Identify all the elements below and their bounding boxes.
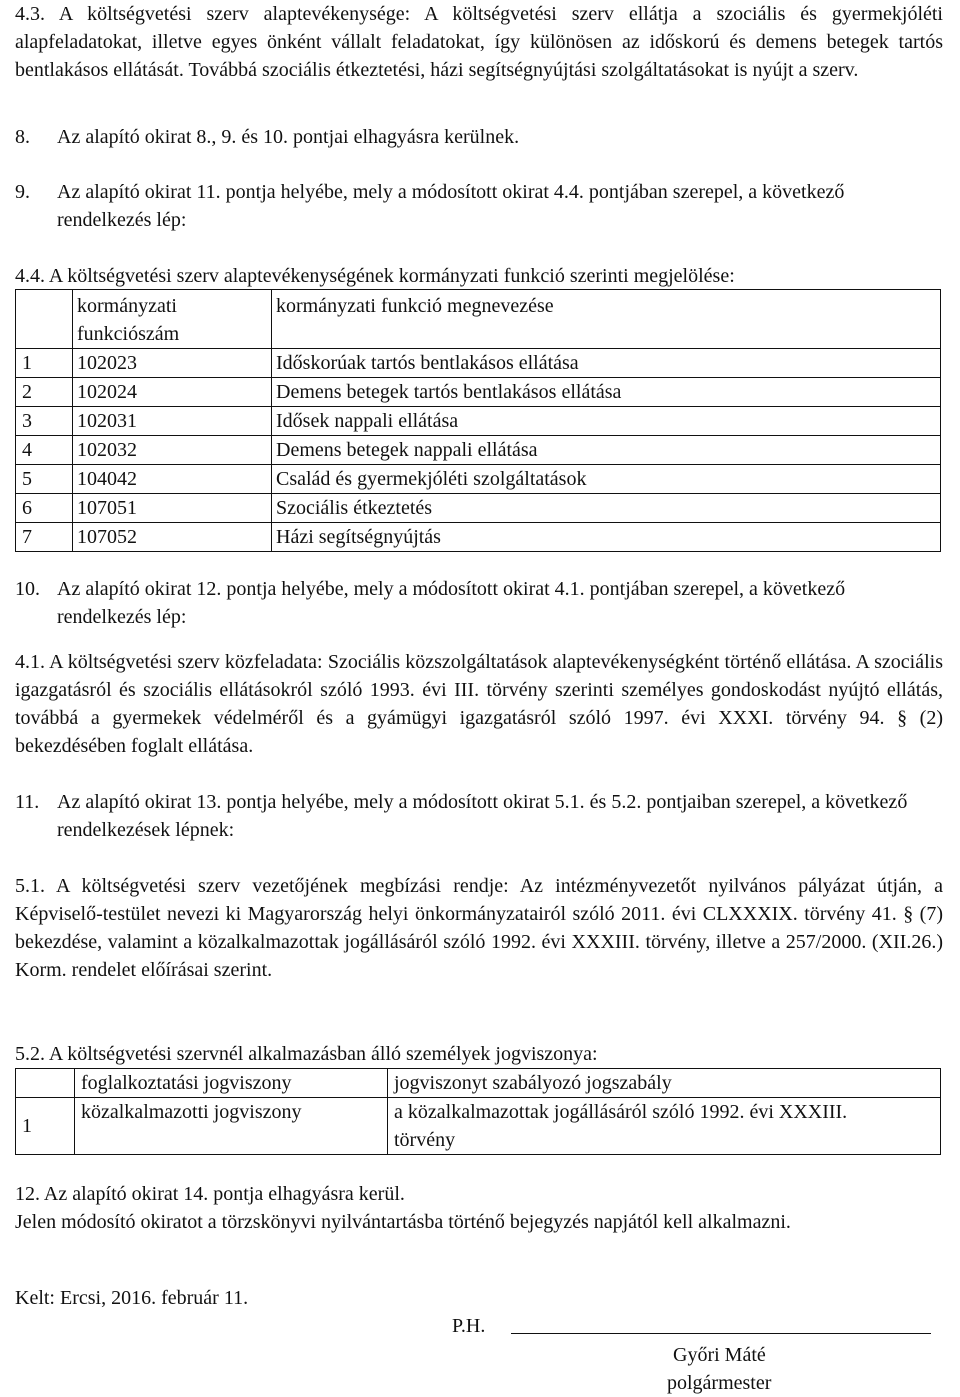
item-number: 8. — [15, 126, 30, 148]
signer-title: polgármester — [667, 1372, 772, 1394]
item-number: 10. — [15, 578, 40, 600]
table-row: 1 közalkalmazotti jogviszony a közalkalmazottak jogállásáról szóló 1992. évi XXXIII. törvény — [16, 1098, 941, 1155]
amendment-item-11 — [15, 788, 943, 844]
ph-stamp-label: P.H. — [452, 1315, 486, 1337]
employment-relationship-table — [15, 1068, 941, 1155]
table-row: 5 104042 Család és gyermekjóléti szolgáltatások — [16, 465, 941, 494]
table-row: 7 107052 Házi segítségnyújtás — [16, 523, 941, 552]
table-row: 4 102032 Demens betegek nappali ellátása — [16, 436, 941, 465]
table-row: 2 102024 Demens betegek tartós bentlakásos ellátása — [16, 378, 941, 407]
header-code: kormányzati funkciószám — [73, 290, 272, 349]
closing-statement: Jelen módosító okiratot a törzskönyvi nyilvántartásba történő bejegyzés napjától kell alkalmazni. — [15, 1211, 791, 1233]
table-header-row — [16, 1069, 941, 1098]
amendment-item-8 — [15, 123, 943, 151]
paragraph-4-1: 4.1. A költségvetési szerv közfeladata: Szociális közszolgáltatások alaptevékenységként történő ellátása. A szociális igazgatásról és szociális ellátásokról szóló 1993. évi III. törvény szerinti személyes gondoskodást nyújtó ellátás, továbbá a gyermekek védelméről és a gyámügyi igazgatásról szóló 1997. évi XXXI. törvény 94. § (2) bekezdésében foglalt ellátása. — [15, 651, 943, 757]
government-function-table — [15, 289, 941, 552]
paragraph-4-3: 4.3. A költségvetési szerv alaptevékenysége: A költségvetési szerv ellátja a szociális és gyermekjóléti alapfeladatokat, illetve egyes önként vállalt feladatokat, így különösen az időskorú és demens betegek tartós bentlakásos ellátását. Továbbá szociális étkeztetési, házi segítségnyújtási szolgáltatásokat is nyújt a szerv. — [15, 3, 943, 81]
amendment-item-10 — [15, 575, 943, 631]
signature-line — [511, 1333, 931, 1334]
signer-name: Győri Máté — [673, 1344, 766, 1366]
item-text: Az alapító okirat 11. pontja helyébe, mely a módosított okirat 4.4. pontjában szerepel, a következő rendelkezés lép: — [57, 181, 845, 231]
paragraph-5-1: 5.1. A költségvetési szerv vezetőjének megbízási rendje: Az intézményvezetőt nyilvános pályázat útján, a Képviselő-testület nevezi ki Magyarország helyi önkormányzatairól szóló 2011. évi CLXXXIX. törvény 41. § (7) bekezdése, valamint a közalkalmazottak jogállásáról szóló 1992. évi XXXIII. törvény, illetve a 257/2000. (XII.26.) Korm. rendelet előírásai szerint. — [15, 875, 943, 981]
amendment-item-12: 12. Az alapító okirat 14. pontja elhagyásra kerül. — [15, 1183, 405, 1205]
item-text: Az alapító okirat 13. pontja helyébe, mely a módosított okirat 5.1. és 5.2. pontjaiban szerepel, a következő rendelkezések lépnek: — [57, 791, 908, 841]
paragraph-4-4: 4.4. A költségvetési szerv alaptevékenységének kormányzati funkció szerinti megjelölése: — [15, 265, 735, 287]
table-row: 3 102031 Idősek nappali ellátása — [16, 407, 941, 436]
date-place: Kelt: Ercsi, 2016. február 11. — [15, 1287, 249, 1309]
table-row: 1 102023 Időskorúak tartós bentlakásos ellátása — [16, 349, 941, 378]
header-law: jogviszonyt szabályozó jogszabály — [388, 1069, 941, 1098]
item-number: 9. — [15, 181, 30, 203]
item-text: Az alapító okirat 12. pontja helyébe, mely a módosított okirat 4.1. pontjában szerepel, a következő rendelkezés lép: — [57, 578, 846, 628]
header-type: foglalkoztatási jogviszony — [75, 1069, 388, 1098]
table-header-row — [16, 290, 941, 349]
header-name: kormányzati funkció megnevezése — [272, 290, 941, 349]
item-text: Az alapító okirat 8., 9. és 10. pontjai elhagyásra kerülnek. — [57, 126, 520, 148]
item-number: 11. — [15, 791, 40, 813]
table-row: 6 107051 Szociális étkeztetés — [16, 494, 941, 523]
paragraph-5-2: 5.2. A költségvetési szervnél alkalmazásban álló személyek jogviszonya: — [15, 1043, 598, 1065]
amendment-item-9 — [15, 178, 943, 234]
